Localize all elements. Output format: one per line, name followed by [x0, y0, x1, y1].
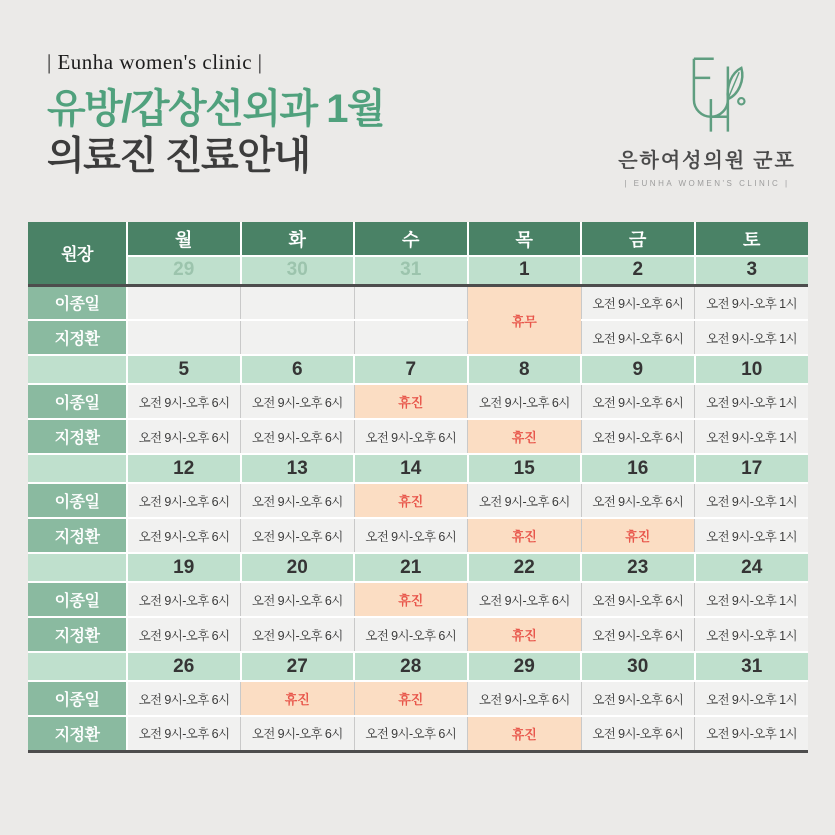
date-cell: 16 [581, 454, 695, 483]
date-cell: 5 [127, 355, 241, 384]
doctor-name-cell: 지정환 [28, 617, 127, 652]
date-cell: 3 [695, 256, 809, 285]
empty-cell [241, 320, 355, 355]
date-cell: 31 [354, 256, 468, 285]
date-cell: 23 [581, 553, 695, 582]
page-subtitle: 의료진 진료안내 [47, 135, 310, 178]
closed-day-cell: 휴진 [354, 681, 468, 716]
page-title: 유방/갑상선외과 1월 [47, 87, 385, 131]
date-cell: 20 [241, 553, 355, 582]
date-row-spacer-cell [28, 652, 127, 681]
schedule-time-cell: 오전 9시-오후 6시 [127, 681, 241, 716]
schedule-time-cell: 오전 9시-오후 1시 [695, 320, 809, 355]
doctor-name-cell: 지정환 [28, 716, 127, 751]
schedule-time-cell: 오전 9시-오후 6시 [127, 617, 241, 652]
schedule-time-cell: 오전 9시-오후 6시 [241, 419, 355, 454]
schedule-time-cell: 오전 9시-오후 1시 [695, 285, 809, 320]
date-cell: 12 [127, 454, 241, 483]
date-cell: 24 [695, 553, 809, 582]
schedule-time-cell: 오전 9시-오후 6시 [581, 716, 695, 751]
closed-day-cell: 휴진 [354, 582, 468, 617]
table-row [28, 222, 808, 256]
date-row-spacer-cell [28, 454, 127, 483]
date-cell: 9 [581, 355, 695, 384]
table-row [28, 355, 808, 384]
day-header-1: 월 [127, 222, 241, 256]
schedule-time-cell: 오전 9시-오후 6시 [241, 582, 355, 617]
date-cell: 30 [581, 652, 695, 681]
clinic-name: 은하여성의원 군포 [618, 150, 796, 172]
schedule-time-cell: 오전 9시-오후 1시 [695, 384, 809, 419]
empty-cell [127, 285, 241, 320]
schedule-time-cell: 오전 9시-오후 6시 [127, 582, 241, 617]
date-cell: 30 [241, 256, 355, 285]
schedule-time-cell: 오전 9시-오후 6시 [354, 419, 468, 454]
doctor-name-cell: 이종일 [28, 384, 127, 419]
doctor-name-cell: 지정환 [28, 518, 127, 553]
closed-day-cell: 휴진 [581, 518, 695, 553]
closed-day-cell: 휴진 [468, 617, 582, 652]
day-header-3: 수 [354, 222, 468, 256]
day-header-5: 금 [581, 222, 695, 256]
schedule-time-cell: 오전 9시-오후 6시 [241, 483, 355, 518]
closed-day-cell: 휴진 [241, 681, 355, 716]
schedule-time-cell: 오전 9시-오후 6시 [127, 419, 241, 454]
table-row [28, 483, 808, 518]
date-cell: 10 [695, 355, 809, 384]
closed-day-cell: 휴진 [354, 483, 468, 518]
doctor-name-cell: 지정환 [28, 320, 127, 355]
table-row [28, 716, 808, 751]
doctor-name-cell: 이종일 [28, 681, 127, 716]
schedule-time-cell: 오전 9시-오후 6시 [468, 483, 582, 518]
schedule-time-cell: 오전 9시-오후 6시 [127, 384, 241, 419]
closed-day-cell: 휴진 [468, 419, 582, 454]
date-cell: 15 [468, 454, 582, 483]
date-cell: 2 [581, 256, 695, 285]
date-cell: 19 [127, 553, 241, 582]
schedule-time-cell: 오전 9시-오후 1시 [695, 419, 809, 454]
schedule-time-cell: 오전 9시-오후 6시 [241, 617, 355, 652]
doctor-name-cell: 이종일 [28, 483, 127, 518]
schedule-time-cell: 오전 9시-오후 6시 [468, 681, 582, 716]
schedule-table [28, 222, 808, 753]
schedule-time-cell: 오전 9시-오후 6시 [241, 518, 355, 553]
date-cell: 8 [468, 355, 582, 384]
date-cell: 22 [468, 553, 582, 582]
empty-cell [127, 320, 241, 355]
schedule-time-cell: 오전 9시-오후 6시 [468, 582, 582, 617]
date-cell: 6 [241, 355, 355, 384]
schedule-time-cell: 오전 9시-오후 6시 [354, 617, 468, 652]
day-header-2: 화 [241, 222, 355, 256]
table-row [28, 419, 808, 454]
date-cell: 29 [127, 256, 241, 285]
schedule-time-cell: 오전 9시-오후 6시 [581, 483, 695, 518]
clinic-tagline: | Eunha women's clinic | [47, 50, 263, 74]
table-row [28, 617, 808, 652]
date-cell: 7 [354, 355, 468, 384]
date-cell: 31 [695, 652, 809, 681]
schedule-time-cell: 오전 9시-오후 6시 [581, 582, 695, 617]
schedule-time-cell: 오전 9시-오후 6시 [241, 384, 355, 419]
date-cell: 1 [468, 256, 582, 285]
table-row [28, 553, 808, 582]
closed-day-cell: 휴진 [468, 716, 582, 751]
empty-cell [354, 320, 468, 355]
table-row [28, 285, 808, 320]
schedule-time-cell: 오전 9시-오후 6시 [127, 716, 241, 751]
schedule-time-cell: 오전 9시-오후 6시 [127, 483, 241, 518]
day-header-4: 목 [468, 222, 582, 256]
day-header-6: 토 [695, 222, 809, 256]
doctor-name-cell: 이종일 [28, 285, 127, 320]
table-row [28, 320, 808, 355]
date-cell: 26 [127, 652, 241, 681]
table-row [28, 582, 808, 617]
date-cell: 17 [695, 454, 809, 483]
schedule-time-cell: 오전 9시-오후 6시 [581, 320, 695, 355]
holiday-cell: 휴무 [468, 285, 582, 355]
schedule-time-cell: 오전 9시-오후 1시 [695, 681, 809, 716]
schedule-time-cell: 오전 9시-오후 1시 [695, 518, 809, 553]
date-cell: 13 [241, 454, 355, 483]
table-row [28, 681, 808, 716]
closed-day-cell: 휴진 [468, 518, 582, 553]
table-row [28, 652, 808, 681]
clinic-name-english: | EUNHA WOMEN'S CLINIC | [624, 179, 790, 188]
table-row [28, 256, 808, 285]
date-cell: 28 [354, 652, 468, 681]
schedule-time-cell: 오전 9시-오후 6시 [581, 285, 695, 320]
corner-label: 원장 [28, 222, 127, 285]
empty-cell [241, 285, 355, 320]
date-cell: 27 [241, 652, 355, 681]
schedule-time-cell: 오전 9시-오후 6시 [127, 518, 241, 553]
doctor-name-cell: 이종일 [28, 582, 127, 617]
schedule-time-cell: 오전 9시-오후 6시 [581, 617, 695, 652]
date-row-spacer-cell [28, 355, 127, 384]
schedule-time-cell: 오전 9시-오후 1시 [695, 483, 809, 518]
schedule-time-cell: 오전 9시-오후 6시 [354, 518, 468, 553]
schedule-time-cell: 오전 9시-오후 6시 [468, 384, 582, 419]
doctor-name-cell: 지정환 [28, 419, 127, 454]
schedule-time-cell: 오전 9시-오후 1시 [695, 582, 809, 617]
schedule-time-cell: 오전 9시-오후 1시 [695, 716, 809, 751]
schedule-time-cell: 오전 9시-오후 1시 [695, 617, 809, 652]
schedule-time-cell: 오전 9시-오후 6시 [581, 384, 695, 419]
date-cell: 21 [354, 553, 468, 582]
schedule-time-cell: 오전 9시-오후 6시 [581, 419, 695, 454]
table-row [28, 454, 808, 483]
date-cell: 14 [354, 454, 468, 483]
eh-monogram-leaf-icon [659, 46, 755, 138]
table-row [28, 518, 808, 553]
schedule-time-cell: 오전 9시-오후 6시 [581, 681, 695, 716]
empty-cell [354, 285, 468, 320]
clinic-logo [607, 46, 807, 188]
table-row [28, 384, 808, 419]
header [0, 0, 835, 188]
date-row-spacer-cell [28, 553, 127, 582]
schedule-time-cell: 오전 9시-오후 6시 [354, 716, 468, 751]
date-cell: 29 [468, 652, 582, 681]
schedule-time-cell: 오전 9시-오후 6시 [241, 716, 355, 751]
closed-day-cell: 휴진 [354, 384, 468, 419]
